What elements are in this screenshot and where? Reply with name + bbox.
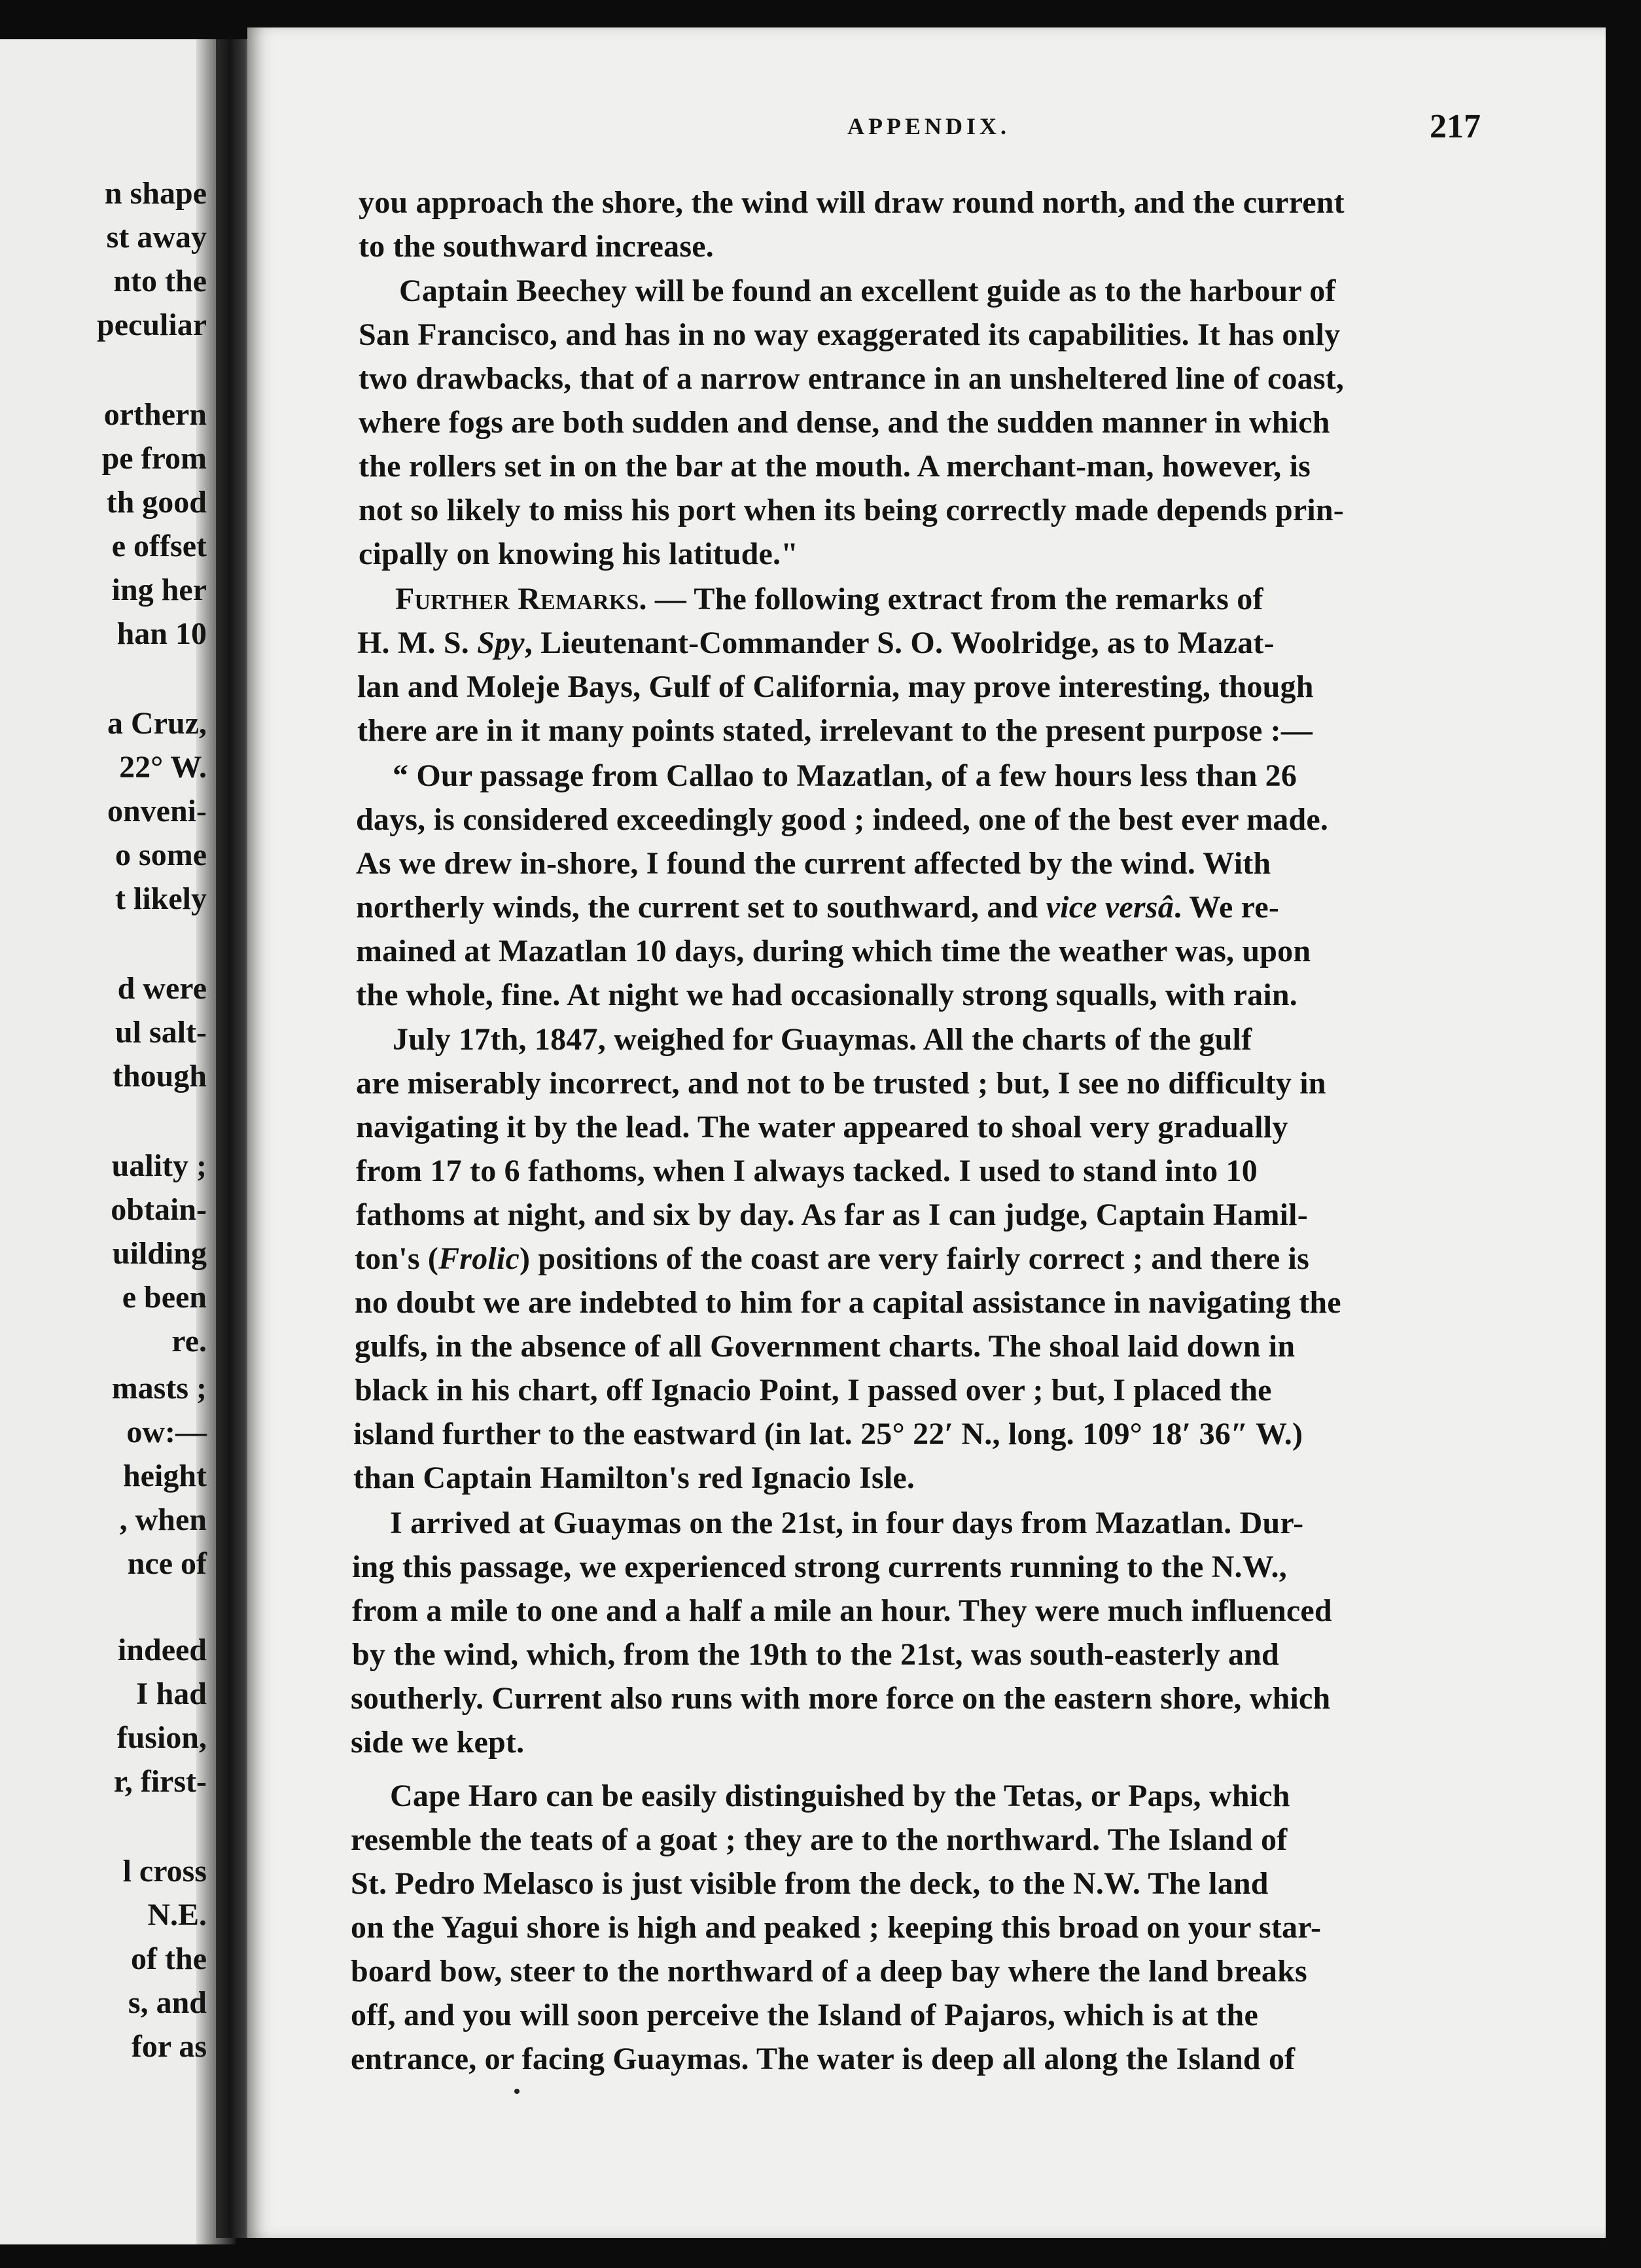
text-line: than Captain Hamilton's red Ignacio Isle. — [353, 1461, 915, 1495]
text-line — [355, 1238, 1309, 1280]
left-fragment: indeed — [117, 1633, 207, 1667]
left-fragment: st away — [106, 220, 207, 255]
text-line: Cape Haro can be easily distinguished by the Tetas, or Paps, which — [390, 1779, 1290, 1813]
text-line: San Francisco, and has in no way exaggerated its capabilities. It has only — [359, 317, 1341, 352]
left-fragment: uality ; — [111, 1148, 207, 1183]
text-run: ton's ( — [355, 1241, 439, 1276]
text-run: northerly winds, the current set to southward, and — [356, 890, 1046, 925]
text-run: — The following extract from the remarks of — [646, 582, 1263, 616]
left-fragment: s, and — [128, 1985, 207, 2020]
text-line: mained at Mazatlan 10 days, during which time the weather was, upon — [356, 934, 1311, 968]
running-header: APPENDIX. — [847, 113, 1010, 139]
text-line: on the Yagui shore is high and peaked ; keeping this broad on your star- — [351, 1910, 1322, 1945]
text-line: Captain Beechey will be found an excellent guide as to the harbour of — [399, 274, 1336, 308]
left-fragment: ow:— — [126, 1415, 207, 1449]
left-fragment: pe from — [101, 441, 207, 476]
book-binding — [216, 39, 252, 2238]
left-fragment: r, first- — [113, 1764, 207, 1799]
text-line: days, is considered exceedingly good ; indeed, one of the best ever made. — [356, 802, 1329, 837]
left-fragment: e offset — [111, 529, 207, 563]
left-page-text — [0, 0, 216, 2268]
left-fragment: o some — [115, 838, 207, 872]
left-fragment: l cross — [122, 1854, 207, 1888]
text-line: where fogs are both sudden and dense, and the sudden manner in which — [359, 405, 1330, 440]
ink-speck — [514, 2089, 520, 2094]
text-line — [357, 622, 1275, 664]
left-fragment: uilding — [112, 1236, 207, 1271]
text-line: lan and Moleje Bays, Gulf of California, may prove interesting, though — [357, 669, 1314, 704]
text-line: from 17 to 6 fathoms, when I always tacked. I used to stand into 10 — [356, 1154, 1258, 1188]
left-fragment: t likely — [115, 881, 207, 916]
left-fragment: N.E. — [147, 1898, 207, 1932]
text-line: cipally on knowing his latitude." — [359, 537, 799, 571]
text-line: fathoms at night, and six by day. As far as I can judge, Captain Hamil- — [356, 1197, 1308, 1232]
left-fragment: ing her — [111, 573, 207, 607]
left-fragment: han 10 — [116, 616, 207, 651]
text-line: black in his chart, off Ignacio Point, I passed over ; but, I placed the — [355, 1373, 1272, 1408]
left-fragment: nce of — [127, 1546, 207, 1581]
left-fragment: a Cruz, — [107, 706, 207, 741]
text-line: resemble the teats of a goat ; they are to the northward. The Island of — [351, 1822, 1288, 1857]
text-line: the rollers set in on the bar at the mouth. A merchant-man, however, is — [359, 449, 1311, 484]
left-fragment: masts ; — [111, 1371, 207, 1406]
text-line: not so likely to miss his port when its being correctly made depends prin- — [359, 493, 1344, 527]
text-line: no doubt we are indebted to him for a capital assistance in navigating the — [355, 1285, 1341, 1320]
left-fragment: th good — [106, 485, 207, 520]
text-line: gulfs, in the absence of all Government charts. The shoal laid down in — [355, 1329, 1296, 1364]
text-line: island further to the eastward (in lat. 25° 22′ N., long. 109° 18′ 36″ W.) — [353, 1417, 1303, 1451]
ship-name: Frolic — [438, 1241, 520, 1276]
left-fragment: ul salt- — [115, 1015, 207, 1050]
text-line: two drawbacks, that of a narrow entrance in an unsheltered line of coast, — [359, 361, 1345, 396]
left-fragment: obtain- — [111, 1192, 207, 1227]
text-line — [395, 578, 1263, 620]
section-heading: Further Remarks. — [395, 582, 647, 616]
text-line: As we drew in-shore, I found the current affected by the wind. With — [356, 846, 1271, 881]
text-line: you approach the shore, the wind will draw round north, and the current — [359, 185, 1345, 220]
left-fragment: d were — [117, 971, 207, 1006]
text-line: are miserably incorrect, and not to be trusted ; but, I see no difficulty in — [356, 1066, 1326, 1101]
text-line: I arrived at Guaymas on the 21st, in four days from Mazatlan. Dur- — [390, 1506, 1304, 1540]
left-fragment: orthern — [103, 397, 207, 432]
left-fragment: onveni- — [107, 794, 207, 828]
text-line: southerly. Current also runs with more force on the eastern shore, which — [351, 1681, 1331, 1716]
text-line: to the southward increase. — [359, 229, 714, 264]
text-line: off, and you will soon perceive the Island of Pajaros, which is at the — [351, 1998, 1258, 2032]
text-line: St. Pedro Melasco is just visible from the deck, to the N.W. The land — [351, 1866, 1269, 1901]
text-run: . We re- — [1173, 890, 1280, 925]
text-line: ing this passage, we experienced strong currents running to the N.W., — [352, 1550, 1287, 1584]
latin-phrase: vice versâ — [1046, 890, 1174, 925]
text-line: by the wind, which, from the 19th to the 21st, was south-easterly and — [352, 1637, 1279, 1672]
text-line: board bow, steer to the northward of a deep bay where the land breaks — [351, 1954, 1307, 1989]
text-line: July 17th, 1847, weighed for Guaymas. All the charts of the gulf — [393, 1022, 1252, 1057]
text-line: “ Our passage from Callao to Mazatlan, of a few hours less than 26 — [393, 758, 1297, 793]
left-fragment: of the — [131, 1941, 207, 1976]
text-run: , Lieutenant-Commander S. O. Woolridge, as to Mazat- — [524, 626, 1275, 660]
text-line: entrance, or facing Guaymas. The water is deep all along the Island of — [351, 2042, 1296, 2076]
text-line: the whole, fine. At night we had occasionally strong squalls, with rain. — [356, 978, 1298, 1012]
left-fragment: nto the — [113, 264, 207, 298]
ship-name: Spy — [477, 626, 525, 660]
text-line: from a mile to one and a half a mile an hour. They were much influenced — [352, 1593, 1332, 1628]
page-number: 217 — [1430, 108, 1481, 145]
left-fragment: re. — [171, 1324, 207, 1358]
left-fragment: n shape — [104, 176, 207, 211]
left-fragment: e been — [122, 1280, 207, 1315]
text-line: navigating it by the lead. The water appeared to shoal very gradually — [356, 1110, 1288, 1144]
left-fragment: 22° W. — [119, 750, 207, 785]
left-fragment: for as — [131, 2029, 207, 2064]
left-fragment: height — [122, 1459, 207, 1493]
text-line: there are in it many points stated, irrelevant to the present purpose :— — [357, 713, 1313, 748]
left-fragment: fusion, — [116, 1720, 207, 1755]
left-fragment: peculiar — [97, 308, 207, 342]
text-run: ) positions of the coast are very fairly correct ; and there is — [519, 1241, 1309, 1276]
left-fragment: , when — [119, 1502, 207, 1537]
text-run: H. M. S. — [357, 626, 478, 660]
left-fragment: I had — [135, 1676, 207, 1711]
text-line — [356, 887, 1279, 929]
text-line: side we kept. — [351, 1725, 525, 1760]
left-fragment: though — [112, 1059, 207, 1093]
